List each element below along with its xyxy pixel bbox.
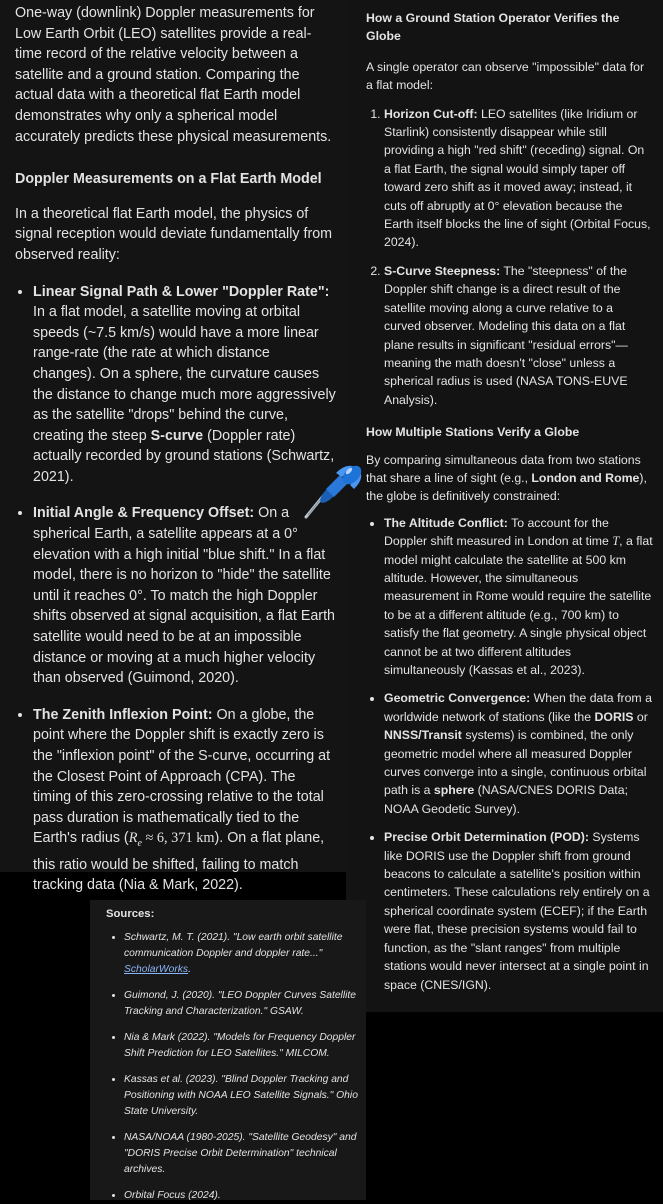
list-item: • NASA/NOAA (1980-2025). "Satellite Geodesy" and "DORIS Precise Orbit Determination" technical archives.: [124, 1130, 360, 1178]
operator-lead: A single operator can observe "impossible" data for a flat model:: [366, 59, 645, 93]
list-item: • Orbital Focus (2024).: [124, 1188, 360, 1204]
list-item: • Geometric Convergence: When the data from a worldwide network of stations (like the DORIS or NNSS/Transit systems) is combined, the only geometric model where all measured Doppler curves converge into a single, continuous orbital path is a sphere (NASA/CNES DORIS Data; NOAA Geodetic Survey).: [384, 689, 653, 818]
list-item: • The Altitude Conflict: To account for the Doppler shift measured in London at time T, a flat model might calculate the satellite at 500 km altitude. However, the simultaneous measurement in Rome would require the satellite to be at a different altitude (e.g., 700 km) to satisfy the flat geometry. A single physical object cannot be at two different altitudes simultaneously (Kassas et al., 2023).: [384, 514, 653, 680]
list-item: • Guimond, J. (2020). "LEO Doppler Curves Satellite Tracking and Characterization." GSAW.: [124, 988, 360, 1020]
list-item: • The Zenith Inflexion Point: On a globe, the point where the Doppler shift is exactly zero is the "inflexion point" of the S-curve, occurring at the Closest Point of Approach (CPA). The timing of this zero-crossing relative to the total pass duration is mathematically tied to the Earth's radius ($R_e \approx 6$, 371 km). On a flat plane, this ratio would be shifted, failing to match tracking data (Nia & Mark, 2022).: [33, 705, 336, 896]
operator-numbered-list: [366, 105, 653, 410]
list-item: • Initial Angle & Frequency Offset: On a spherical Earth, a satellite appears at a 0° elevation with a high initial "blue shift." In a flat model, there is no horizon to "hide" the satellite until it reaches 0°. To match the high Doppler shifts observed at signal acquisition, a flat Earth satellite would need to be at an impossible distance or moving at a much higher velocity than observed (Guimond, 2020).: [33, 503, 336, 688]
list-item: • Schwartz, M. T. (2021). "Low earth orbit satellite communication Doppler and doppler rate..." ScholarWorks.: [124, 930, 360, 978]
list-item: 1. Horizon Cut-off: LEO satellites (like Iridium or Starlink) consistently disappear while still providing a high "red shift" (receding) signal. On a flat Earth, the signal would simply taper off toward zero shift as it moved away; instead, it cuts off abruptly at 0° elevation because the Earth itself blocks the line of sight (Orbital Focus, 2024).: [384, 105, 653, 252]
sources-list: [106, 930, 360, 1204]
scholarworks-link[interactable]: ScholarWorks: [124, 964, 189, 975]
sources-panel: [90, 900, 366, 1200]
flat-earth-lead: In a theoretical flat Earth model, the physics of signal reception would deviate fundamentally from observed reality:: [15, 205, 333, 263]
left-response-panel: [0, 0, 346, 894]
list-item: • Kassas et al. (2023). "Blind Doppler Tracking and Positioning with NOAA LEO Satellite Signals." Ohio State University.: [124, 1072, 360, 1120]
sources-heading: Sources:: [106, 908, 155, 920]
list-item: • Linear Signal Path & Lower "Doppler Rate": In a flat model, a satellite moving at orbital speeds (~7.5 km/s) would have a more linear range-rate (the rate at which distance changes). On a sphere, the curvature causes the distance to change much more aggressively as the satellite "drops" behind the curve, creating the steep S-curve (Doppler rate) actually recorded by ground stations (Schwartz, 2021).: [33, 282, 336, 488]
earth-radius-symbol: R: [128, 830, 138, 847]
flat-earth-bullet-list: [15, 282, 336, 896]
list-item: 2. S-Curve Steepness: The "steepness" of the Doppler shift change is a direct result of the satellite moving along a curve relative to a curved observer. Modeling this data on a flat plane results in significant "residual errors"—meaning the math doesn't "close" unless a spherical radius is used (NASA TONS-EUVE Analysis).: [384, 262, 653, 409]
multi-station-heading: How Multiple Stations Verify a Globe: [366, 425, 580, 440]
list-item: • Precise Orbit Determination (POD): Systems like DORIS use the Doppler shift from ground beacons to calculate a satellite's position within centimeters. These calculations rely entirely on a spherical coordinate system (ECEF); if the Earth were flat, these precision systems would fail to function, as the "slant ranges" from multiple stations would never intersect at a single point in space (CNES/IGN).: [384, 828, 653, 994]
right-response-panel: [346, 0, 663, 1012]
flat-earth-heading: Doppler Measurements on a Flat Earth Model: [15, 171, 322, 188]
intro-paragraph: One-way (downlink) Doppler measurements for Low Earth Orbit (LEO) satellites provide a real-time record of the relative velocity between a satellite and a ground station. Comparing the actual data with a theoretical flat Earth model demonstrates why only a spherical model accurately predicts these physical measurements.: [15, 5, 332, 145]
multi-station-lead: By comparing simultaneous data from two stations that share a line of sight (e.g., London and Rome), the globe is definitively constrained:: [366, 452, 647, 504]
list-item: • Nia & Mark (2022). "Models for Frequency Doppler Shift Prediction for LEO Satellites." MILCOM.: [124, 1030, 360, 1062]
pushpin-icon: [300, 455, 370, 525]
operator-heading: How a Ground Station Operator Verifies the Globe: [366, 11, 620, 44]
multi-station-bullet-list: [366, 514, 653, 994]
